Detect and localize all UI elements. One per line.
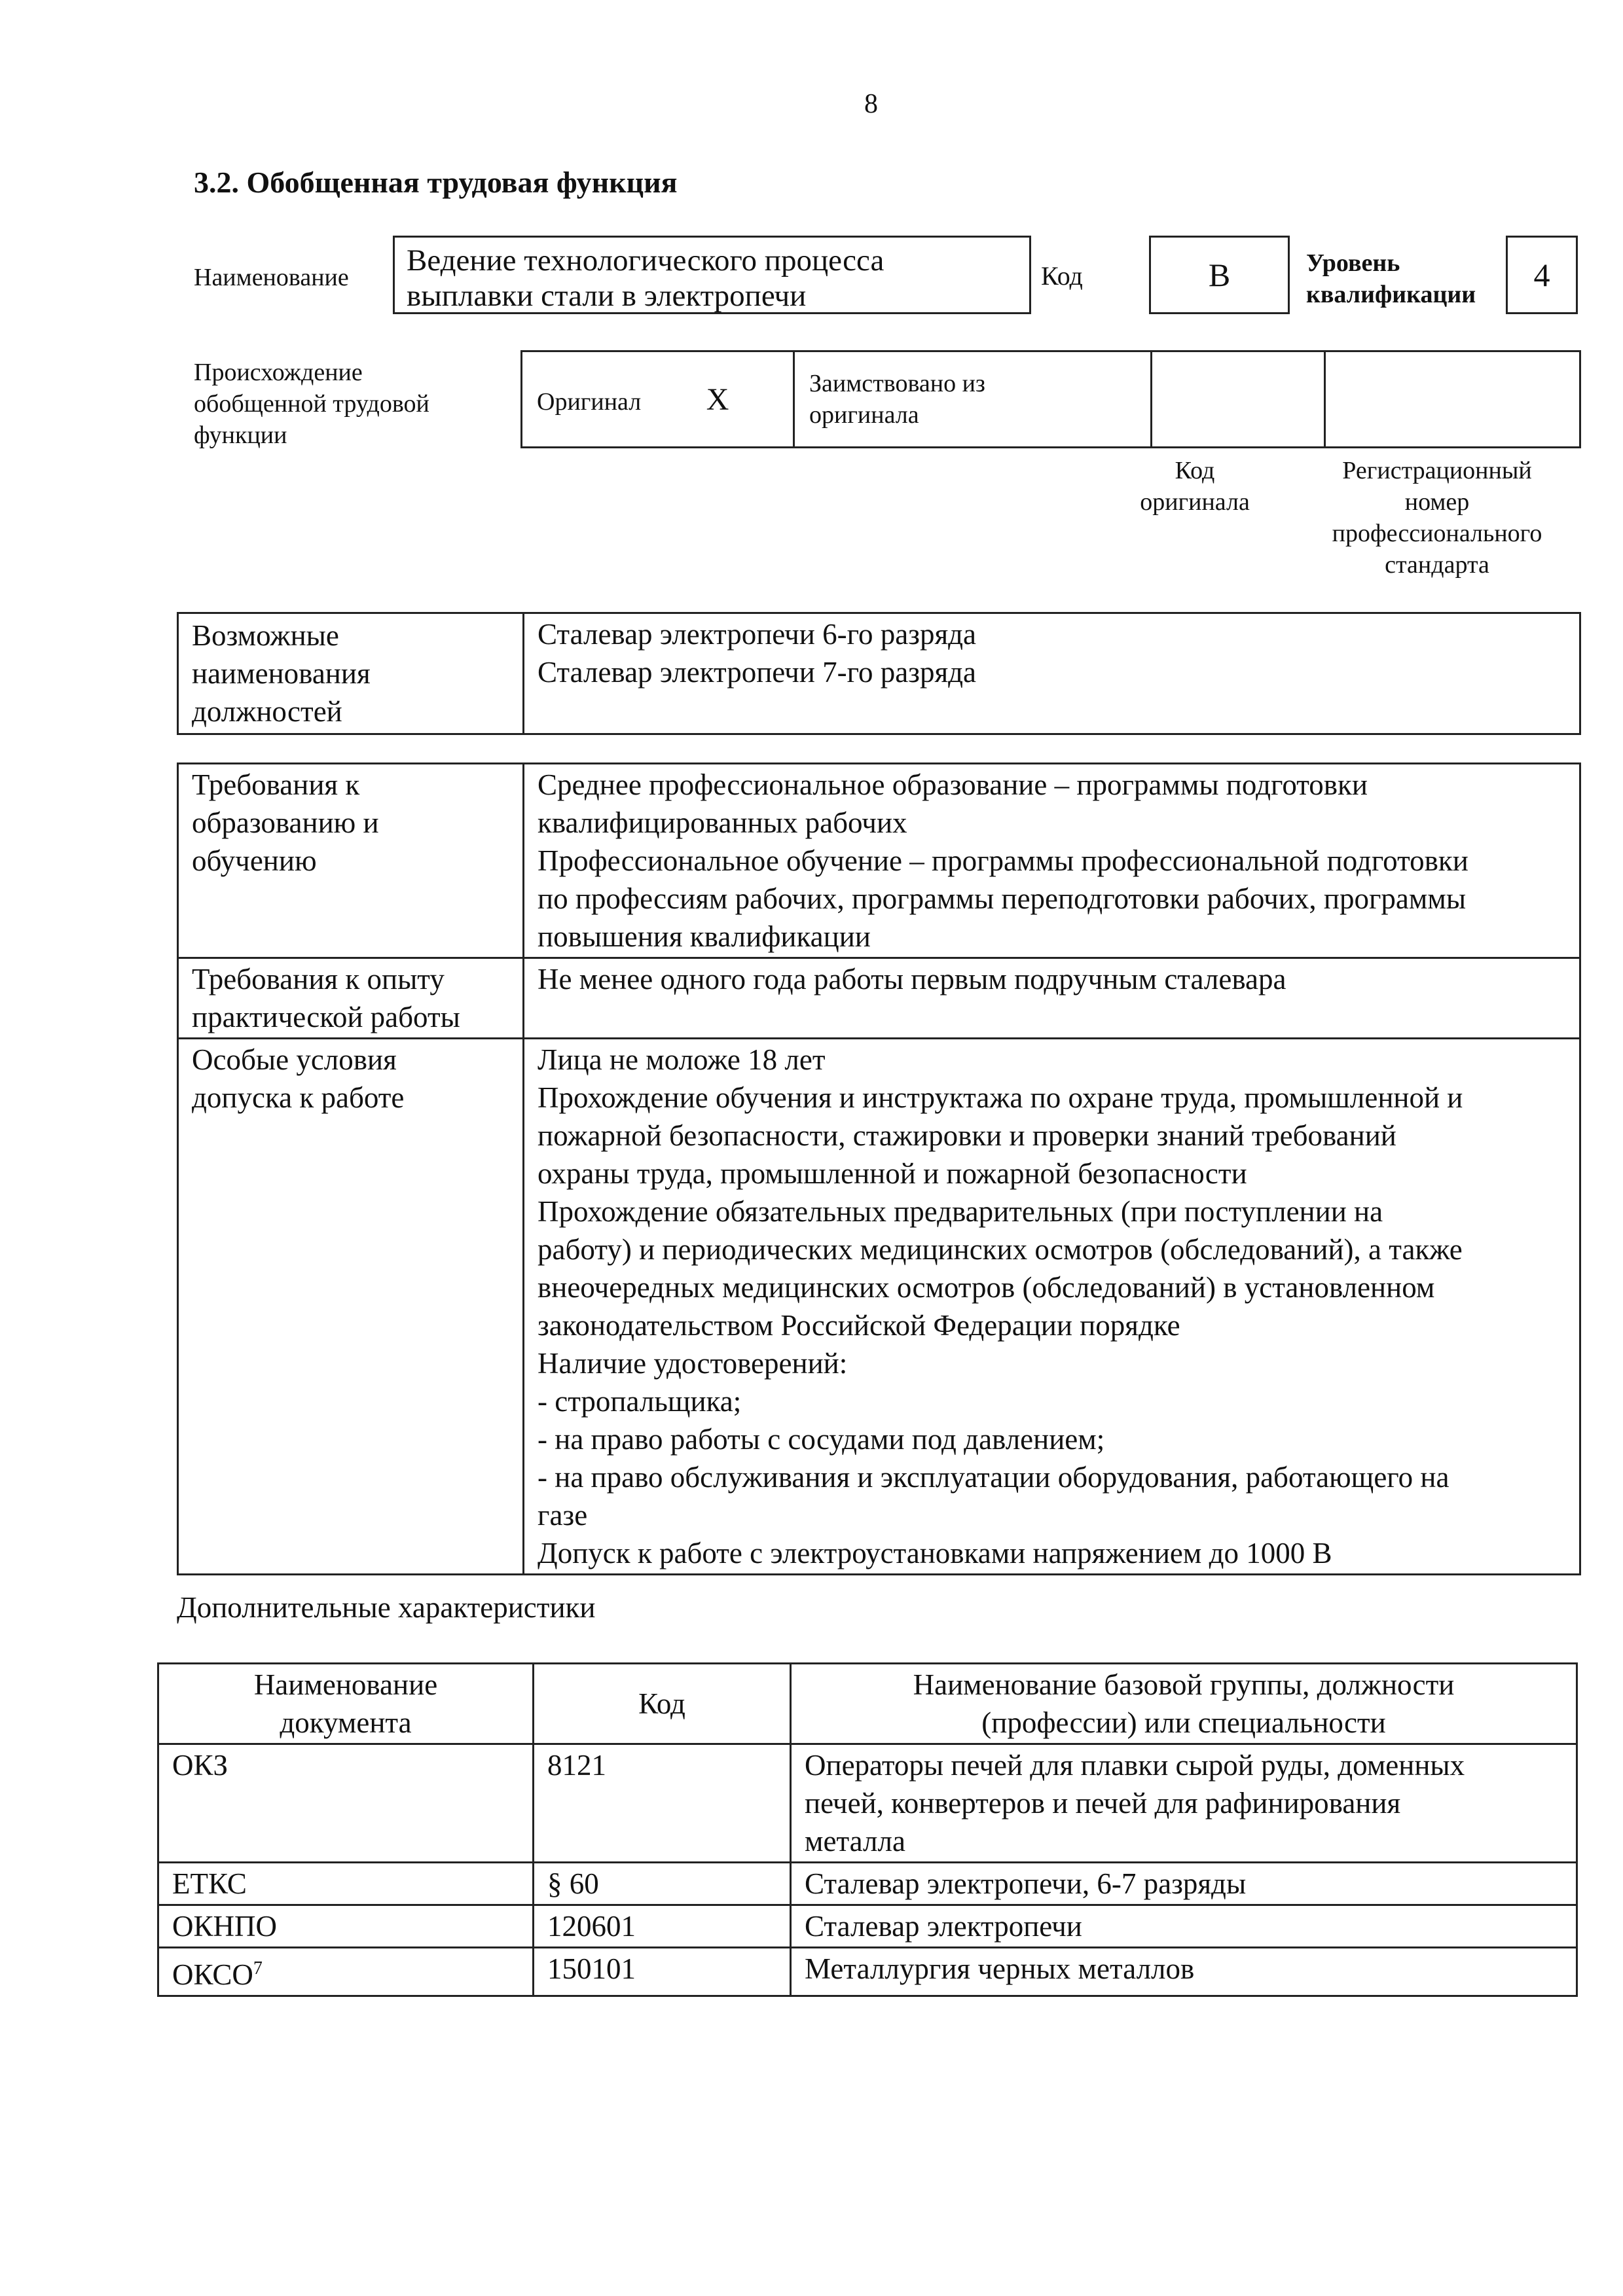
education-line1: Среднее профессиональное образование – программы подготовки bbox=[538, 768, 1368, 801]
special-line6: работу) и периодических медицинских осмотров (обследований), а также bbox=[538, 1233, 1463, 1266]
special-line12: - на право обслуживания и эксплуатации оборудования, работающего на bbox=[538, 1461, 1450, 1494]
special-value-cell bbox=[524, 1039, 1580, 1575]
code-caption-line1: Код bbox=[1175, 457, 1215, 484]
registration-caption bbox=[1296, 455, 1578, 581]
positions-table bbox=[177, 612, 1581, 735]
origin-label-line2: обобщенной трудовой bbox=[194, 390, 429, 418]
level-label-line2: квалификации bbox=[1306, 281, 1476, 308]
special-line3: пожарной безопасности, стажировки и проверки знаний требований bbox=[538, 1119, 1396, 1152]
experience-label-line1: Требования к опыту bbox=[192, 963, 445, 996]
reg-caption-line4: стандарта bbox=[1385, 551, 1489, 579]
col-document-header bbox=[158, 1664, 534, 1744]
special-line2: Прохождение обучения и инструктажа по охране труда, промышленной и bbox=[538, 1081, 1463, 1114]
code-original-caption bbox=[1113, 455, 1277, 518]
origin-label-line3: функции bbox=[194, 422, 287, 449]
col1-line2: документа bbox=[280, 1706, 412, 1739]
level-label-line1: Уровень bbox=[1306, 249, 1400, 277]
row-doc bbox=[158, 1948, 534, 1996]
section-title: 3.2. Обобщенная трудовая функция bbox=[194, 166, 678, 199]
row-name-line1: Операторы печей для плавки сырой руды, доменных bbox=[805, 1749, 1465, 1782]
positions-label-line1: Возможные bbox=[192, 619, 339, 652]
row-name: Сталевар электропечи bbox=[791, 1905, 1577, 1948]
origin-table bbox=[520, 350, 1581, 448]
education-label-cell bbox=[178, 764, 524, 958]
special-line8: законодательством Российской Федерации порядке bbox=[538, 1309, 1180, 1342]
education-label-line2: образованию и bbox=[192, 806, 379, 839]
positions-values-cell bbox=[524, 613, 1580, 734]
origin-label bbox=[194, 357, 429, 451]
original-code-cell bbox=[1152, 351, 1325, 448]
row-code: 150101 bbox=[534, 1948, 791, 1996]
row-name: Сталевар электропечи, 6-7 разряды bbox=[791, 1863, 1577, 1905]
name-label: Наименование bbox=[194, 264, 349, 291]
function-name-line2: выплавки стали в электропечи bbox=[407, 279, 807, 313]
special-label-line2: допуска к работе bbox=[192, 1081, 405, 1114]
original-cell bbox=[522, 351, 794, 448]
table-row bbox=[158, 1744, 1577, 1863]
special-label-line1: Особые условия bbox=[192, 1043, 397, 1076]
position-2: Сталевар электропечи 7-го разряда bbox=[538, 656, 977, 689]
row-doc: ЕТКС bbox=[158, 1863, 534, 1905]
col1-line1: Наименование bbox=[253, 1668, 438, 1701]
requirement-row-experience bbox=[178, 958, 1580, 1039]
reg-caption-line2: номер bbox=[1404, 488, 1470, 516]
borrowed-label-line1: Заимствовано из bbox=[809, 370, 985, 397]
row-doc-text: ОКСО bbox=[172, 1958, 253, 1991]
special-line1: Лица не моложе 18 лет bbox=[538, 1043, 826, 1076]
requirements-table bbox=[177, 762, 1581, 1575]
additional-header-row bbox=[158, 1664, 1577, 1744]
education-line3: Профессиональное обучение – программы профессиональной подготовки bbox=[538, 844, 1468, 877]
registration-number-cell bbox=[1325, 351, 1580, 448]
special-line7: внеочередных медицинских осмотров (обследований) в установленном bbox=[538, 1271, 1435, 1304]
col-name-header bbox=[791, 1664, 1577, 1744]
borrowed-label-line2: оригинала bbox=[809, 401, 919, 429]
row-code: 120601 bbox=[534, 1905, 791, 1948]
page-number: 8 bbox=[864, 89, 878, 119]
code-label: Код bbox=[1041, 261, 1083, 291]
col3-line1: Наименование базовой группы, должности bbox=[913, 1668, 1455, 1701]
reg-caption-line1: Регистрационный bbox=[1342, 457, 1532, 484]
positions-label-line2: наименования bbox=[192, 657, 371, 690]
col-code-header: Код bbox=[534, 1664, 791, 1744]
education-line2: квалифицированных рабочих bbox=[538, 806, 907, 839]
special-line10: - стропальщика; bbox=[538, 1385, 742, 1418]
additional-title: Дополнительные характеристики bbox=[177, 1591, 596, 1624]
original-mark: X bbox=[706, 382, 729, 417]
special-line5: Прохождение обязательных предварительных (при поступлении на bbox=[538, 1195, 1383, 1228]
positions-label-cell bbox=[178, 613, 524, 734]
original-label: Оригинал bbox=[537, 387, 642, 416]
row-name: Металлургия черных металлов bbox=[791, 1948, 1577, 1996]
table-row bbox=[158, 1863, 1577, 1905]
origin-label-line1: Происхождение bbox=[194, 359, 363, 386]
table-row bbox=[158, 1905, 1577, 1948]
education-value-cell bbox=[524, 764, 1580, 958]
row-name bbox=[791, 1744, 1577, 1863]
experience-label-cell bbox=[178, 958, 524, 1039]
education-line5: повышения квалификации bbox=[538, 920, 871, 953]
reg-caption-line3: профессионального bbox=[1332, 520, 1542, 547]
experience-label-line2: практической работы bbox=[192, 1001, 460, 1033]
education-line4: по профессиям рабочих, программы переподготовки рабочих, программы bbox=[538, 882, 1467, 915]
special-line9: Наличие удостоверений: bbox=[538, 1347, 848, 1380]
education-label-line1: Требования к bbox=[192, 768, 360, 801]
row-name-line2: печей, конвертеров и печей для рафинирования bbox=[805, 1787, 1401, 1820]
additional-table bbox=[157, 1662, 1578, 1997]
function-name-line1: Ведение технологического процесса bbox=[407, 243, 884, 278]
special-line11: - на право работы с сосудами под давлением; bbox=[538, 1423, 1105, 1456]
experience-line1: Не менее одного года работы первым подручным сталевара bbox=[538, 963, 1286, 996]
row-code: § 60 bbox=[534, 1863, 791, 1905]
special-label-cell bbox=[178, 1039, 524, 1575]
row-doc: ОКНПО bbox=[158, 1905, 534, 1948]
special-line4: охраны труда, промышленной и пожарной безопасности bbox=[538, 1157, 1247, 1190]
code-caption-line2: оригинала bbox=[1140, 488, 1250, 516]
row-doc: ОКЗ bbox=[158, 1744, 534, 1863]
borrowed-cell bbox=[794, 351, 1152, 448]
col3-line2: (профессии) или специальности bbox=[981, 1706, 1386, 1739]
special-line13: газе bbox=[538, 1499, 588, 1532]
positions-label-line3: должностей bbox=[192, 695, 342, 728]
table-row bbox=[158, 1948, 1577, 1996]
position-1: Сталевар электропечи 6-го разряда bbox=[538, 618, 977, 651]
requirement-row-education bbox=[178, 764, 1580, 958]
function-name-box bbox=[393, 236, 1031, 314]
row-code: 8121 bbox=[534, 1744, 791, 1863]
special-line14: Допуск к работе с электроустановками напряжением до 1000 В bbox=[538, 1537, 1332, 1570]
level-value: 4 bbox=[1506, 236, 1578, 314]
education-label-line3: обучению bbox=[192, 844, 317, 877]
level-label bbox=[1306, 247, 1476, 310]
footnote-marker: 7 bbox=[253, 1958, 263, 1979]
experience-value-cell bbox=[524, 958, 1580, 1039]
code-value: B bbox=[1149, 236, 1290, 314]
row-name-line3: металла bbox=[805, 1825, 905, 1857]
requirement-row-special bbox=[178, 1039, 1580, 1575]
